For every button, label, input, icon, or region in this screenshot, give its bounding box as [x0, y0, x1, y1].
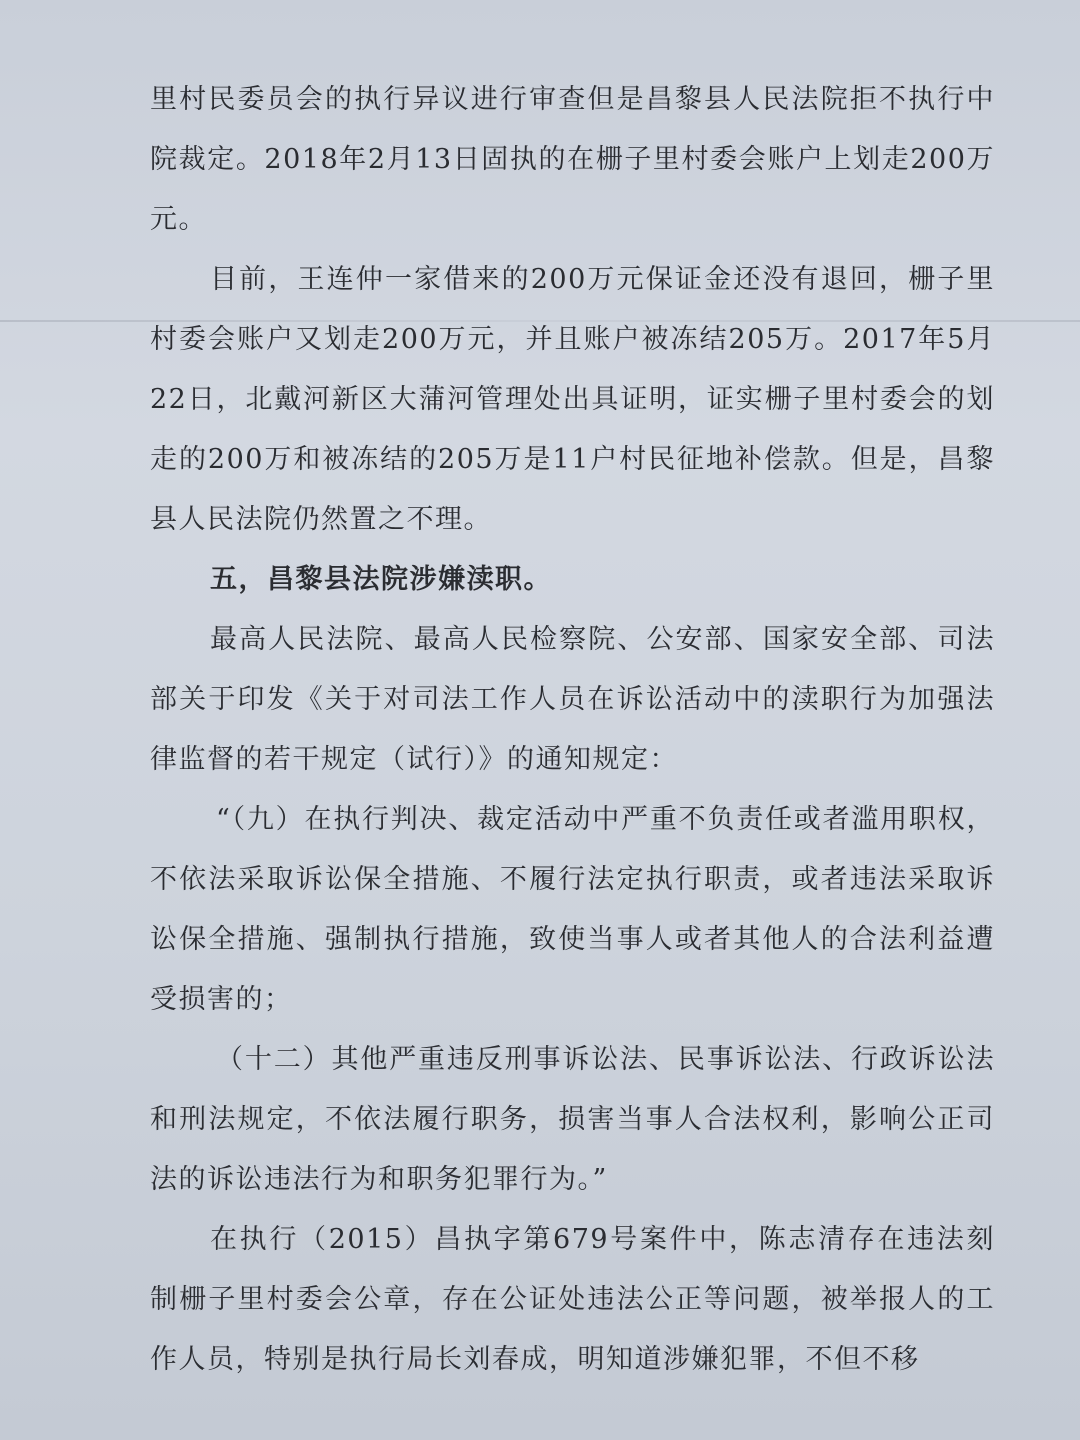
document-body	[150, 70, 995, 1390]
paragraph-regulation-notice: 最高人民法院、最高人民检察院、公安部、国家安全部、司法部关于印发《关于对司法工作人员在诉讼活动中的渎职行为加强法律监督的若干规定（试行）》的通知规定：	[150, 624, 995, 775]
quoted-clause-nine: “（九）在执行判决、裁定活动中严重不负责任或者滥用职权，不依法采取诉讼保全措施、不履行法定执行职责，或者违法采取诉讼保全措施、强制执行措施，致使当事人或者其他人的合法利益遭受损害的；	[150, 804, 995, 1015]
section-heading-dereliction: 五，昌黎县法院涉嫌渎职。	[210, 564, 552, 595]
paragraph-case-execution: 在执行（2015）昌执字第679号案件中，陈志清存在违法刻制栅子里村委会公章，存在公证处违法公正等问题，被举报人的工作人员，特别是执行局长刘春成，明知道涉嫌犯罪，不但不移	[150, 1224, 995, 1375]
paragraph-court-refusal: 里村民委员会的执行异议进行审查但是昌黎县人民法院拒不执行中院裁定。2018年2月13日固执的在栅子里村委会账户上划走200万元。	[150, 84, 995, 235]
quoted-clause-twelve: （十二）其他严重违反刑事诉讼法、民事诉讼法、行政诉讼法和刑法规定，不依法履行职务，损害当事人合法权利，影响公正司法的诉讼违法行为和职务犯罪行为。”	[150, 1044, 995, 1195]
paragraph-deposit-funds: 目前，王连仲一家借来的200万元保证金还没有退回，栅子里村委会账户又划走200万元，并且账户被冻结205万。2017年5月22日，北戴河新区大蒲河管理处出具证明，证实栅子里村委会的划走的200万和被冻结的205万是11户村民征地补偿款。但是，昌黎县人民法院仍然置之不理。	[150, 264, 995, 535]
